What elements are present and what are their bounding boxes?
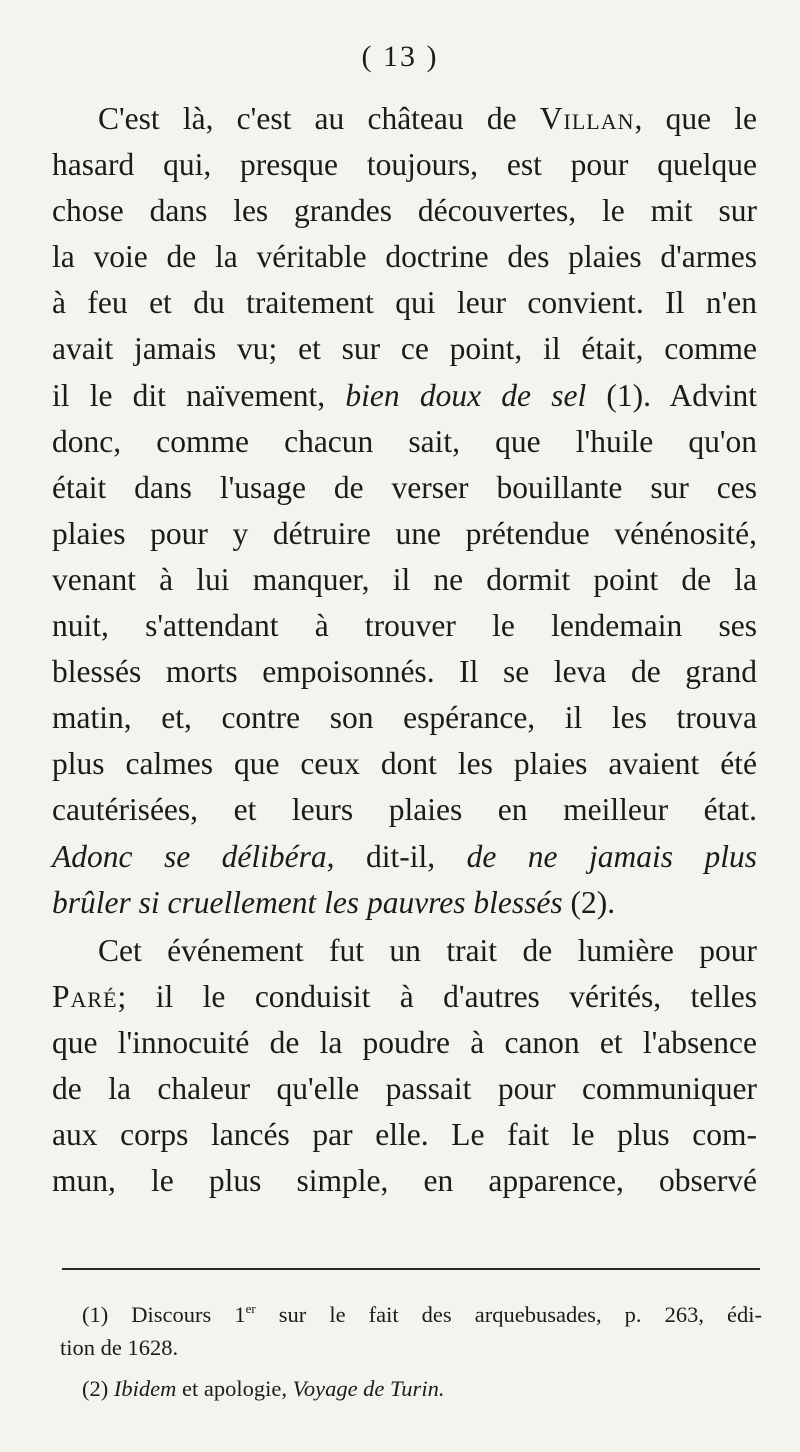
footnote-rule (62, 1268, 760, 1270)
page-number: ( 13 ) (361, 40, 439, 73)
italic-quote: brûler si cruellement les pauvres blessés (52, 884, 563, 920)
text-line: venant à lui manquer, il ne dormit point de la (52, 561, 757, 597)
name-pare: Paré (52, 978, 118, 1014)
text-line: plaies pour y détruire une prétendue vénénosité, (52, 515, 757, 551)
text-line: de la chaleur qu'elle passait pour communiquer (52, 1070, 757, 1106)
text-line: il le dit naïvement, bien doux de sel (1). Advint (52, 377, 757, 413)
text-line: aux corps lancés par elle. Le fait le plus com- (52, 1117, 757, 1153)
text-line: donc, comme chacun sait, que l'huile qu'on (52, 423, 757, 459)
text-line: la voie de la véritable doctrine des plaies d'armes (52, 239, 757, 275)
text-line: matin, et, contre son espérance, il les trouva (52, 700, 757, 736)
text-line: à feu et du traitement qui leur convient. Il n'en (52, 285, 757, 321)
footnote-2: (2) Ibidem et apologie, Voyage de Turin. (82, 1376, 445, 1401)
text-line: chose dans les grandes découvertes, le mit sur (52, 193, 757, 229)
footnotes (60, 1292, 762, 1405)
text-line: Paré; il le conduisit à d'autres vérités, telles (52, 978, 757, 1014)
text-line: Cet événement fut un trait de lumière pour (98, 932, 757, 968)
italic-quote: de ne jamais plus (466, 838, 758, 874)
text-line: cautérisées, et leurs plaies en meilleur état. (52, 792, 757, 828)
text-line: était dans l'usage de verser bouillante sur ces (52, 469, 757, 505)
text-line: C'est là, c'est au château de Villan, que le (98, 101, 758, 136)
footnote-1-continued: tion de 1628. (60, 1335, 179, 1360)
text-line: mun, le plus simple, en apparence, observé (52, 1163, 757, 1199)
text-line: avait jamais vu; et sur ce point, il était, comme (52, 331, 757, 367)
text-line: hasard qui, presque toujours, est pour quelque (52, 147, 757, 183)
italic-quote: Adonc se délibéra (52, 838, 327, 874)
footnote-1: (1) Discours 1er sur le fait des arquebusades, p. 263, édi- (82, 1301, 762, 1327)
body-text (52, 96, 757, 1204)
italic-quote: bien doux de sel (345, 377, 587, 413)
text-line: que l'innocuité de la poudre à canon et l'absence (52, 1024, 757, 1060)
text-line: Adonc se délibéra, dit-il, de ne jamais plus (52, 838, 758, 874)
text-line: plus calmes que ceux dont les plaies avaient été (52, 746, 757, 782)
name-villan: Villan (539, 101, 635, 136)
text-line: nuit, s'attendant à trouver le lendemain ses (52, 608, 757, 644)
text-line: brûler si cruellement les pauvres blessés (2). (52, 884, 616, 920)
text-line: blessés morts empoisonnés. Il se leva de grand (52, 654, 757, 690)
